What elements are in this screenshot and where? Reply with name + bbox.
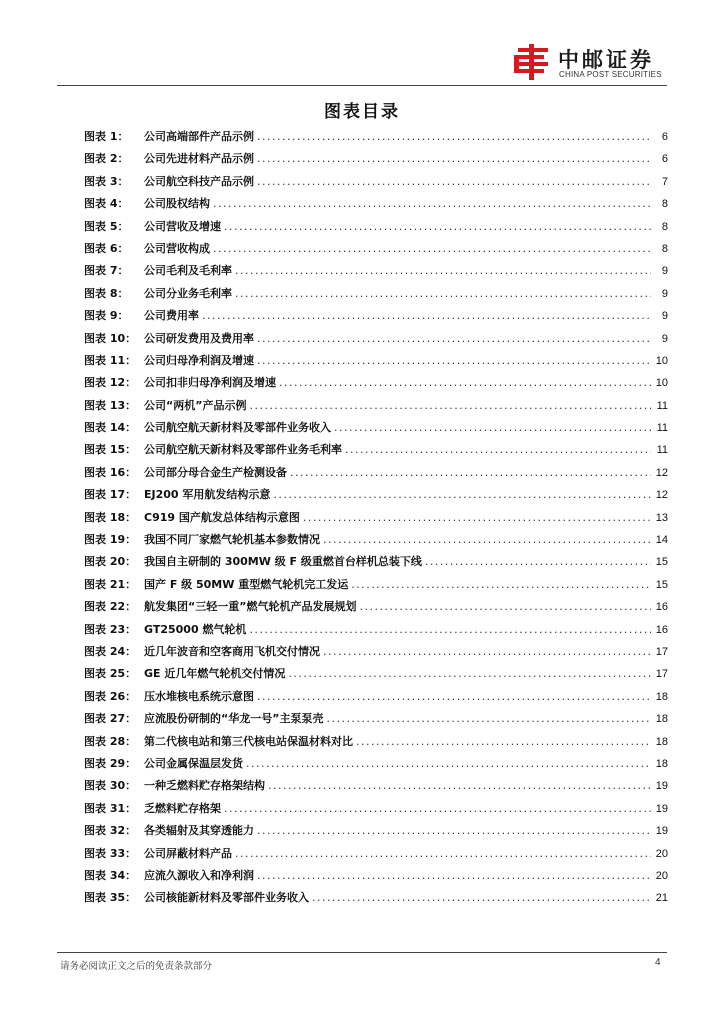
toc-entry-page: 8 [661,220,668,233]
toc-entry-label: 图表 8： [84,286,129,300]
toc-entry-label: 图表 35： [84,891,137,905]
toc-entry-label: 图表 9： [84,309,129,323]
toc-entry-title: 第二代核电站和第三代核电站保温材料对比 [144,734,353,748]
toc-entry[interactable] [84,128,668,150]
toc-entry-title: 公司毛利及毛利率 [144,264,232,278]
footer-divider [57,952,667,953]
toc-leader-dots [290,466,651,479]
toc-entry-title: 乏燃料贮存格架 [144,801,221,815]
toc-leader-dots [246,757,651,770]
toc-entry[interactable] [84,889,668,911]
toc-entry-label: 图表 29： [84,756,137,770]
toc-entry-title: EJ200 军用航发结构示意 [144,488,271,502]
toc-entry-title: 公司部分母合金生产检测设备 [144,465,287,479]
toc-leader-dots [249,623,651,636]
toc-entry[interactable] [84,800,668,822]
toc-entry-title: 公司费用率 [144,309,199,323]
toc-entry-page: 11 [656,422,668,435]
toc-leader-dots [323,645,651,658]
toc-entry-title: 公司航空科技产品示例 [144,174,254,188]
toc-entry-page: 18 [655,757,668,770]
toc-entry-label: 图表 3： [84,174,129,188]
toc-entry[interactable] [84,553,668,575]
toc-entry-page: 7 [661,175,668,188]
toc-entry-label: 图表 25： [84,667,137,681]
toc-entry-page: 9 [661,332,668,345]
toc-entry-label: 图表 14： [84,421,137,435]
toc-entry[interactable] [84,419,668,441]
toc-leader-dots [249,399,651,412]
toc-entry-page: 16 [655,623,668,636]
toc-entry-label: 图表 34： [84,868,137,882]
toc-entry-page: 6 [661,131,668,143]
toc-leader-dots [224,220,651,233]
toc-entry-label: 图表 18： [84,510,137,524]
toc-entry-page: 12 [655,466,668,479]
toc-entry-title: 公司扣非归母净利润及增速 [144,376,276,390]
toc-entry-page: 13 [655,511,668,524]
toc-entry[interactable] [84,665,668,687]
toc-entry[interactable] [84,374,668,396]
toc-leader-dots [257,332,651,345]
toc-entry[interactable] [84,441,668,463]
toc-entry[interactable] [84,598,668,620]
toc-leader-dots [213,197,651,210]
toc-entry-title: 压水堆核电系统示意图 [144,689,254,703]
page-number: 4 [655,957,661,968]
toc-leader-dots [288,667,651,680]
toc-leader-dots [312,891,651,904]
toc-entry-label: 图表 24： [84,644,137,658]
toc-entry[interactable] [84,845,668,867]
toc-entry-title: GT25000 燃气轮机 [144,622,247,636]
toc-entry-label: 图表 20： [84,555,137,569]
toc-entry-title: 我国不同厂家燃气轮机基本参数情况 [144,533,320,547]
toc-entry-page: 19 [655,780,668,793]
toc-entry[interactable] [84,307,668,329]
toc-entry-label: 图表 22： [84,600,137,614]
toc-entry-label: 图表 28： [84,734,137,748]
toc-entry-title: 公司航空航天新材料及零部件业务收入 [144,421,331,435]
toc-entry-label: 图表 1： [84,130,129,143]
toc-entry-page: 18 [655,735,668,748]
toc-entry-page: 20 [655,869,668,882]
toc-entry-title: 公司航空航天新材料及零部件业务毛利率 [144,443,342,457]
toc-entry-label: 图表 12： [84,376,137,390]
toc-entry-title: 公司营收及增速 [144,219,221,233]
toc-entry-label: 图表 15： [84,443,137,457]
toc-leader-dots [257,130,651,143]
toc-leader-dots [257,690,651,703]
toc-entry-page: 6 [661,153,668,166]
toc-entry-label: 图表 17： [84,488,137,502]
toc-entry[interactable] [84,150,668,172]
toc-entry[interactable] [84,755,668,777]
toc-entry-label: 图表 16： [84,465,137,479]
toc-entry-title: C919 国产航发总体结构示意图 [144,510,300,524]
toc-entry-label: 图表 13： [84,398,137,412]
toc-leader-dots [202,309,651,322]
toc-entry-page: 10 [655,354,668,367]
toc-entry-page: 11 [656,399,668,412]
logo-chinese-name: 中邮证券 [558,48,654,72]
toc-entry-label: 图表 6： [84,241,129,255]
toc-entry-page: 21 [655,892,668,905]
toc-leader-dots [351,578,651,591]
toc-leader-dots [268,779,651,792]
toc-entry-page: 11 [656,444,668,457]
toc-entry-page: 18 [655,713,668,726]
toc-entry[interactable] [84,285,668,307]
toc-leader-dots [359,600,651,613]
toc-entry[interactable] [84,531,668,553]
toc-entry-page: 16 [655,601,668,614]
toc-entry-title: 公司屏蔽材料产品 [144,846,232,860]
china-post-logo-icon [512,42,552,82]
toc-entry-title: 应流股份研制的“华龙一号”主泵泵壳 [144,712,324,726]
toc-entry-title: 我国自主研制的 300MW 级 F 级重燃首台样机总装下线 [144,555,422,569]
toc-leader-dots [257,824,651,837]
toc-entry-label: 图表 4： [84,197,129,211]
header-divider [57,85,667,86]
toc-leader-dots [273,488,651,501]
toc-entry-title: 公司核能新材料及零部件业务收入 [144,891,309,905]
toc-leader-dots [235,847,651,860]
toc-entry-page: 17 [655,668,668,681]
toc-entry[interactable] [84,777,668,799]
toc-entry-title: 近几年波音和空客商用飞机交付情况 [144,644,320,658]
toc-entry[interactable] [84,867,668,889]
toc-entry[interactable] [84,822,668,844]
toc-entry-label: 图表 2： [84,152,129,166]
toc-entry-title: GE 近几年燃气轮机交付情况 [144,667,286,681]
toc-entry-label: 图表 5： [84,219,129,233]
toc-entry-label: 图表 10： [84,331,137,345]
toc-entry-label: 图表 23： [84,622,137,636]
toc-entry-label: 图表 21： [84,577,137,591]
toc-leader-dots [334,421,651,434]
toc-entry-label: 图表 31： [84,801,137,815]
toc-entry-page: 18 [655,690,668,703]
toc-entry[interactable] [84,218,668,240]
toc-entry[interactable] [84,240,668,262]
logo-english-name: CHINA POST SECURITIES [559,70,662,79]
toc-entry-label: 图表 11： [84,353,137,367]
disclaimer-note: 请务必阅读正文之后的免责条款部分 [60,961,213,972]
toc-entry-title: 公司营收构成 [144,241,210,255]
toc-entry[interactable] [84,486,668,508]
toc-entry-page: 9 [661,265,668,278]
toc-entry-page: 8 [661,198,668,211]
toc-entry-title: 国产 F 级 50MW 重型燃气轮机完工发运 [144,577,349,591]
toc-entry-page: 19 [655,825,668,838]
toc-entry-title: 一种乏燃料贮存格架结构 [144,779,265,793]
toc-entry-title: 应流久源收入和净利润 [144,868,254,882]
toc-entry-label: 图表 7： [84,264,129,278]
toc-entry-page: 14 [655,534,668,547]
toc-entry-title: 公司先进材料产品示例 [144,152,254,166]
toc-entry[interactable] [84,509,668,531]
toc-entry-page: 17 [655,645,668,658]
toc-entry-title: 公司股权结构 [144,197,210,211]
toc-entry[interactable] [84,464,668,486]
toc-leader-dots [323,533,651,546]
toc-entry[interactable] [84,262,668,284]
toc-entry[interactable] [84,173,668,195]
toc-leader-dots [257,152,651,165]
toc-entry-title: 航发集团“三轻一重”燃气轮机产品发展规划 [144,600,357,614]
toc-leader-dots [356,735,651,748]
toc-entry-page: 9 [661,287,668,300]
toc-leader-dots [257,175,651,188]
toc-entry-title: 公司分业务毛利率 [144,286,232,300]
toc-leader-dots [235,287,651,300]
toc-leader-dots [213,242,651,255]
toc-entry-label: 图表 26： [84,689,137,703]
toc-entry-page: 19 [655,802,668,815]
page-title: 图表目录 [324,102,400,122]
toc-leader-dots [257,869,651,882]
toc-entry[interactable] [84,352,668,374]
toc-entry-page: 20 [655,847,668,860]
toc-entry-label: 图表 19： [84,533,137,547]
toc-entry[interactable] [84,397,668,419]
toc-entry[interactable] [84,330,668,352]
toc-entry-title: 公司归母净利润及增速 [144,353,254,367]
toc-entry[interactable] [84,688,668,710]
company-logo [512,42,672,82]
toc-entry-page: 9 [661,310,668,323]
toc-entry-page: 10 [655,377,668,390]
toc-entry[interactable] [84,621,668,643]
toc-entry-label: 图表 27： [84,712,137,726]
toc-leader-dots [235,264,651,277]
toc-entry[interactable] [84,576,668,598]
toc-entry-title: 公司金属保温层发货 [144,756,243,770]
toc-entry-label: 图表 32： [84,824,137,838]
toc-entry-title: 各类辐射及其穿透能力 [144,824,254,838]
toc-leader-dots [303,511,651,524]
toc-entry-title: 公司研发费用及费用率 [144,331,254,345]
toc-leader-dots [257,354,651,367]
toc-leader-dots [345,443,651,456]
toc-entry-page: 15 [655,556,668,569]
toc-leader-dots [279,376,651,389]
toc-entry[interactable] [84,733,668,755]
toc-entry[interactable] [84,643,668,665]
toc-entry-page: 15 [655,578,668,591]
figure-toc-list [84,128,668,912]
toc-leader-dots [425,555,651,568]
toc-entry-label: 图表 30： [84,779,137,793]
toc-entry[interactable] [84,195,668,217]
toc-entry-title: 公司“两机”产品示例 [144,398,247,412]
toc-leader-dots [224,802,651,815]
toc-entry-title: 公司高端部件产品示例 [144,130,254,143]
toc-entry-page: 12 [655,489,668,502]
toc-entry-label: 图表 33： [84,846,137,860]
toc-entry-page: 8 [661,242,668,255]
toc-entry[interactable] [84,710,668,732]
toc-leader-dots [326,712,651,725]
